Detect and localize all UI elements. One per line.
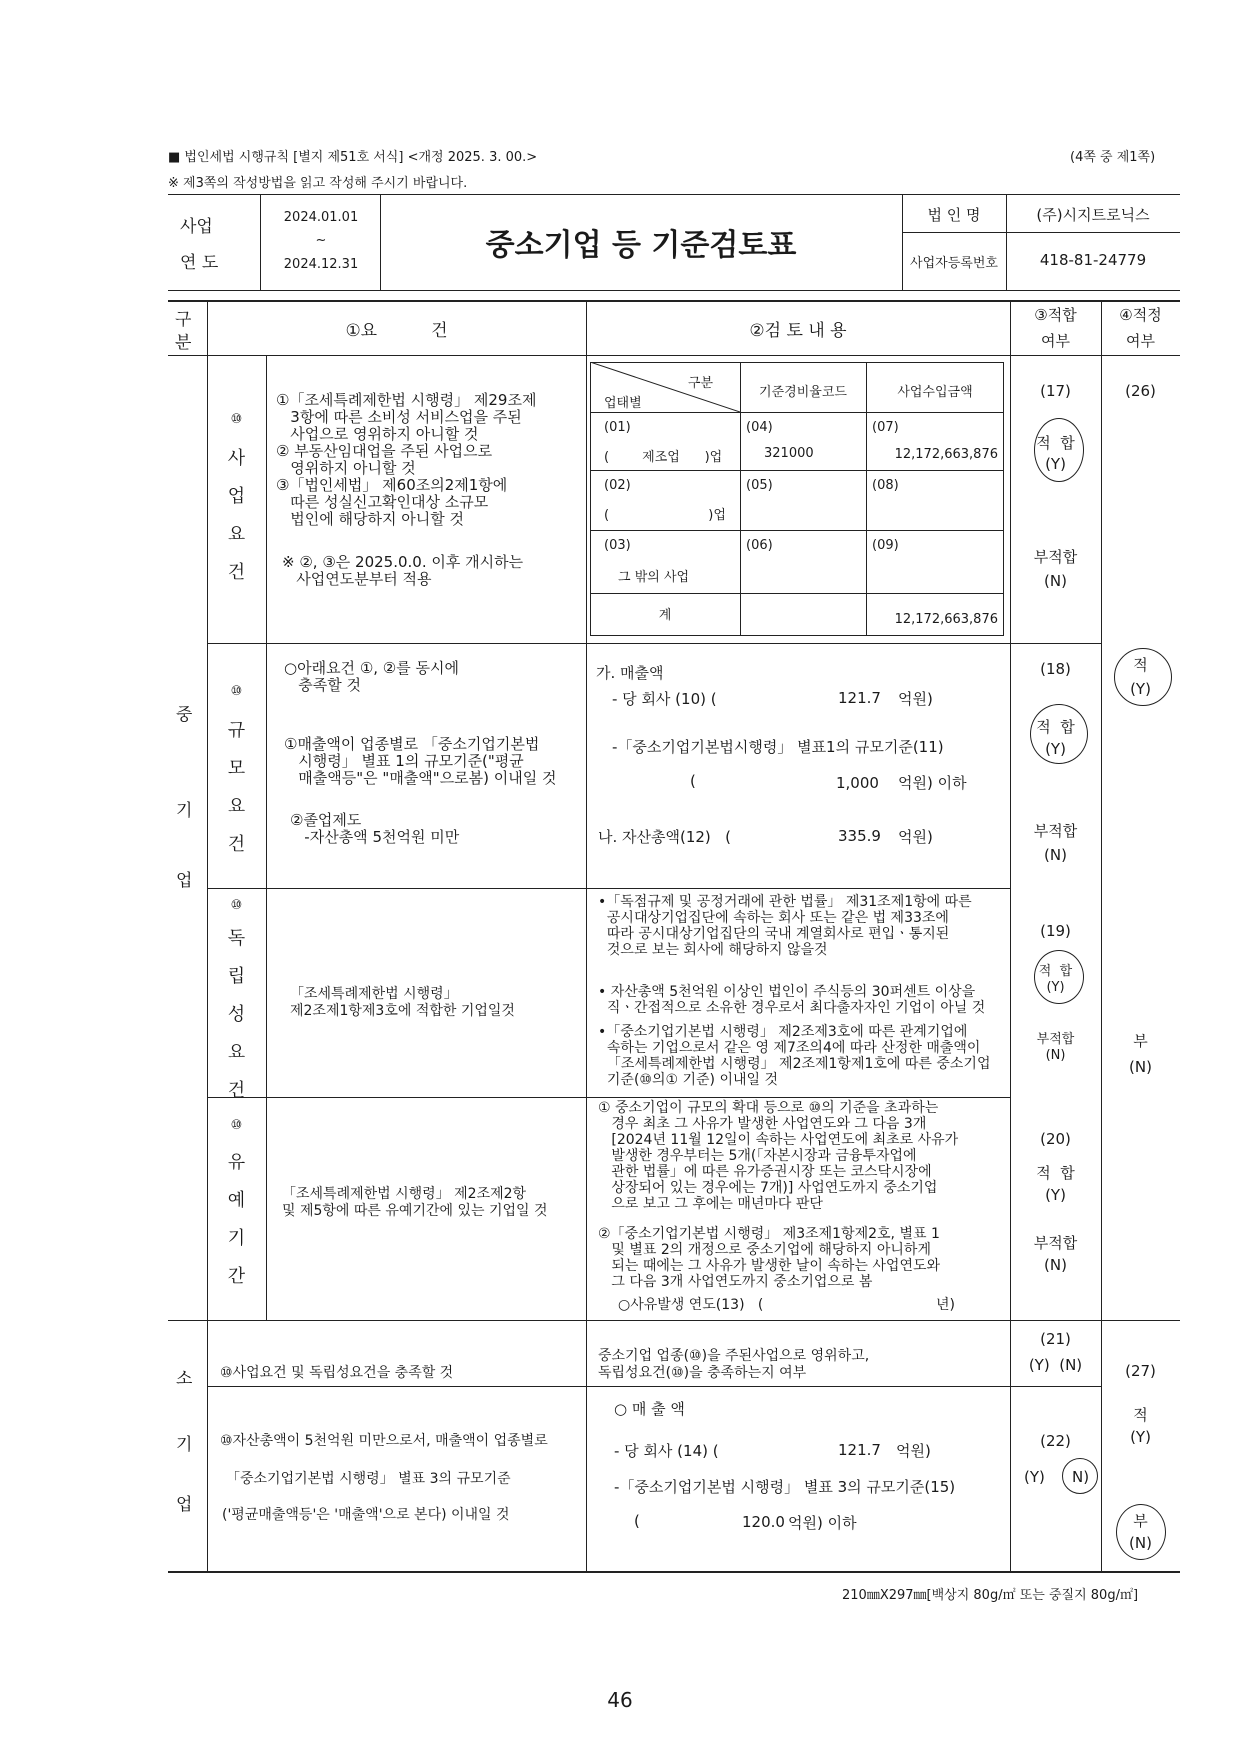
r104-code: ⑩ [230, 1118, 243, 1133]
r104-fit-yes-y: (Y) [1045, 1186, 1066, 1204]
r101-proper-code: (26) [1125, 382, 1156, 400]
r104-fit-no: 부적합 [1033, 1234, 1078, 1252]
r102-own-unit: 억원) [898, 690, 933, 708]
r101-label: 사 업 요 건 [227, 448, 246, 583]
r103-proper-no: 부 [1133, 1032, 1148, 1050]
r103-code: ⑩ [230, 898, 243, 913]
r102-std-open: ( [690, 772, 696, 790]
r101-fit-code: (17) [1040, 382, 1071, 400]
row1-code-07: (07) [872, 420, 899, 435]
page-number: 46 [607, 1688, 633, 1712]
r104-label: 유 예 기 간 [227, 1152, 246, 1287]
r106-std-label: -「중소기업기본법 시행령」 별표 3의 규모기준(15) [614, 1478, 956, 1496]
r103-label: 독 립 성 요 건 [227, 928, 246, 1101]
r102-fit-no: 부적합 [1033, 822, 1078, 840]
row1-code-04: (04) [746, 420, 773, 435]
r105-proper-code: (27) [1125, 1362, 1156, 1380]
section-sme-char-2: 기 [176, 801, 193, 821]
section-small-char-2: 기 [176, 1435, 193, 1455]
r106-fit-y: (Y) [1024, 1468, 1045, 1486]
period-end: 2024.12.31 [283, 257, 359, 272]
total-label: 계 [658, 608, 672, 623]
row3-code-06: (06) [746, 538, 773, 553]
r106-proper-no-n: (N) [1129, 1534, 1152, 1552]
r106-own-unit: 억원) [896, 1442, 931, 1460]
r101-fit-yes-y: (Y) [1045, 455, 1066, 473]
r106-std-unit: 억원) 이하 [788, 1514, 857, 1532]
r102-std-label: -「중소기업기본법시행령」 별표1의 규모기준(11) [612, 738, 944, 756]
r103-requirement: 「조세특례제한법 시행령」 제2조제1항제3호에 적합한 기업일것 [290, 986, 515, 1019]
r102-code: ⑩ [230, 684, 243, 699]
r102-proper-yes-y: (Y) [1130, 680, 1151, 698]
row3-industry: 그 밖의 사업 [618, 570, 690, 585]
row2-code-08: (08) [872, 478, 899, 493]
r106-sales-title: ○ 매 출 액 [614, 1400, 685, 1418]
r101-fit-no-n: (N) [1044, 572, 1067, 590]
row1-expense-code: 321000 [764, 446, 814, 461]
col-proper-1: ④적정 [1119, 306, 1162, 324]
period-tilde: ~ [315, 233, 327, 248]
r101-requirement: ①「조세특례제한법 시행령」 제29조제 3항에 따른 소비성 서비스업을 주된 사업으로 영위하지 아니할 것 ② 부동산임대업을 주된 사업으로 영위하지 아니할 것 ③「법인세법」 제60조의2제1항에 따른 성실신고확인대상 소규모 법인에 해당하지 아니할 것 [276, 391, 537, 528]
r103-bullet-1: •「독점규제 및 공정거래에 관한 법률」 제31조제1항에 따른 공시대상기업집단에 속하는 회사 또는 같은 법 제33조에 따라 공시대상기업집단의 국내 계열회사로 편입ㆍ통지된 것으로 보는 회사에 해당하지 않을것 [598, 894, 972, 958]
r103-bullet-2: • 자산총액 5천억원 이상인 법인이 주식등의 30퍼센트 이상을 직ㆍ간접적으로 소유한 경우로서 최다출자자인 기업이 아닐 것 [598, 984, 986, 1016]
r102-fit-code: (18) [1040, 660, 1071, 678]
r102-asset-value: 335.9 [838, 827, 881, 845]
page-title: 중소기업 등 기준검토표 [485, 228, 797, 263]
r106-req-3: ('평균매출액등'은 '매출액'으로 본다) 이내일 것 [222, 1507, 510, 1523]
row3-code-09: (09) [872, 538, 899, 553]
row2-code-05: (05) [746, 478, 773, 493]
r102-std-unit: 억원) 이하 [898, 774, 967, 792]
biz-no-label: 사업자등록번호 [910, 256, 998, 271]
r104-fit-yes: 적 합 [1036, 1164, 1075, 1182]
year-label-2: 연 도 [180, 253, 219, 273]
table-col-revenue: 사업수입금액 [897, 385, 973, 400]
r105-fit-yn: (Y) (N) [1028, 1356, 1083, 1374]
r105-fit-code: (21) [1040, 1330, 1071, 1348]
r103-fit-code: (19) [1040, 922, 1071, 940]
col-review: ②검 토 내 용 [749, 321, 847, 341]
r104-para-2: ②「중소기업기본법 시행령」 제3조제1항제2호, 별표 1 및 별표 2의 개정으로 중소기업에 해당하지 아니하게 되는 때에는 그 사유가 발생한 날이 속하는 사업연도와 그 다음 3개 사업연도까지 중소기업으로 봄 [598, 1226, 941, 1290]
r102-label: 규 모 요 건 [227, 720, 246, 855]
r102-fit-yes: 적 합 [1036, 718, 1075, 736]
total-revenue: 12,172,663,876 [894, 612, 998, 627]
r102-req-1: ①매출액이 업종별로 「중소기업기본법 시행령」 별표 1의 규모기준("평균 매출액등"은 "매출액"으로봄) 이내일 것 [284, 735, 557, 787]
r104-para-1: ① 중소기업이 규모의 확대 등으로 ⑩의 기준을 초과하는 경우 최초 그 사유가 발생한 사업연도와 그 다음 3개 [2024년 11월 12일이 속하는 사업연도에 최초로 사유가 발생한 경우부터는 5개(「자본시장과 금융투자업에 관한 법률」에 따른 유가증권시장 또는 코스닥시장에 상장되어 있는 경우에는 7개)] 사업연도까지 중소기업 으로 보고 그 후에는 매년마다 판단 [598, 1100, 959, 1212]
row2-code: (02) [604, 478, 631, 493]
col-gubun-2: 분 [175, 333, 192, 353]
regulation-text: ■ 법인세법 시행규칙 [별지 제51호 서식] <개정 2025. 3. 00.> [168, 150, 538, 165]
instruction-note: ※ 제3쪽의 작성방법을 읽고 작성해 주시기 바랍니다. [168, 176, 468, 191]
row1-industry: ( 제조업 )업 [604, 450, 723, 465]
paper-spec: 210㎜X297㎜[백상지 80g/㎡ 또는 중질지 80g/㎡] [842, 1588, 1139, 1603]
col-requirement: ①요 건 [345, 321, 448, 341]
corp-name-label: 법 인 명 [927, 206, 981, 224]
r102-proper-yes: 적 [1133, 656, 1148, 674]
r103-fit-yes: 적 합 [1038, 964, 1073, 979]
r103-fit-no: 부적합 [1036, 1032, 1075, 1047]
r103-fit-yes-y: (Y) [1046, 980, 1065, 995]
table-corner-bottom: 업태별 [604, 396, 642, 411]
page-count: (4쪽 중 제1쪽) [1070, 150, 1156, 165]
r102-own-label: - 당 회사 (10) ( [612, 690, 717, 708]
r102-fit-no-n: (N) [1044, 846, 1067, 864]
r106-std-open: ( [634, 1512, 640, 1530]
r104-requirement: 「조세특례제한법 시행령」 제2조제2항 및 제5항에 따른 유예기간에 있는 기업일 것 [282, 1186, 548, 1219]
r106-proper-no: 부 [1133, 1512, 1148, 1530]
r106-own-value: 121.7 [838, 1441, 881, 1459]
r106-std-value: 120.0 [742, 1513, 785, 1531]
r103-fit-no-n: (N) [1045, 1048, 1066, 1063]
row2-industry: ( )업 [604, 508, 726, 523]
year-label-1: 사업 [180, 217, 213, 237]
r104-year-label: ○사유발생 연도(13) ( [618, 1297, 764, 1313]
col-fit-1: ③적합 [1034, 306, 1077, 324]
r103-proper-no-n: (N) [1129, 1058, 1152, 1076]
r101-code: ⑩ [230, 412, 243, 427]
r102-asset-unit: 억원) [898, 828, 933, 846]
period-start: 2024.01.01 [283, 210, 359, 225]
r102-sales-title: 가. 매출액 [596, 664, 664, 682]
col-gubun-1: 구 [175, 310, 192, 330]
r106-proper-yes-y: (Y) [1130, 1428, 1151, 1446]
r105-review: 중소기업 업종(⑩)을 주된사업으로 영위하고, 독립성요건(⑩)을 충족하는지 여부 [598, 1348, 870, 1381]
row3-code: (03) [604, 538, 631, 553]
table-col-code: 기준경비율코드 [759, 385, 847, 400]
col-fit-2: 여부 [1041, 332, 1070, 350]
r101-note: ※ ②, ③은 2025.0.0. 이후 개시하는 사업연도분부터 적용 [282, 553, 524, 588]
section-sme-char-3: 업 [176, 871, 193, 891]
r106-req-2: 「중소기업기본법 시행령」 별표 3의 규모기준 [226, 1471, 511, 1487]
section-sme-char-1: 중 [176, 705, 193, 725]
r102-asset-label: 나. 자산총액(12) ( [598, 828, 731, 846]
r102-own-value: 121.7 [838, 689, 881, 707]
r102-std-value: 1,000 [836, 774, 879, 792]
r102-req-2: ②졸업제도 -자산총액 5천억원 미만 [290, 811, 460, 846]
r106-proper-yes: 적 [1133, 1406, 1148, 1424]
r106-own-label: - 당 회사 (14) ( [614, 1442, 719, 1460]
r104-year-unit: 년) [936, 1297, 955, 1313]
r101-fit-yes: 적 합 [1036, 434, 1075, 452]
r106-fit-n: N) [1072, 1468, 1090, 1486]
r105-requirement: ⑩사업요건 및 독립성요건을 충족할 것 [220, 1365, 454, 1381]
r101-fit-no: 부적합 [1033, 548, 1078, 566]
r102-req-intro: ○아래요건 ①, ②를 동시에 충족할 것 [284, 659, 459, 694]
r104-fit-no-n: (N) [1044, 1256, 1067, 1274]
table-corner-top: 구분 [688, 376, 714, 391]
r106-req-1: ⑩자산총액이 5천억원 미만으로서, 매출액이 업종별로 [220, 1433, 548, 1449]
section-small-char-1: 소 [176, 1369, 193, 1389]
col-proper-2: 여부 [1126, 332, 1155, 350]
corp-name: (주)시지트로닉스 [1036, 206, 1150, 224]
r102-fit-yes-y: (Y) [1045, 740, 1066, 758]
r104-fit-code: (20) [1040, 1130, 1071, 1148]
row1-revenue: 12,172,663,876 [894, 447, 998, 462]
biz-no: 418-81-24779 [1039, 251, 1147, 269]
row1-code: (01) [604, 420, 631, 435]
r103-bullet-3: •「중소기업기본법 시행령」 제2조제3호에 따른 관계기업에 속하는 기업으로서 같은 영 제7조의4에 따라 산정한 매출액이 「조세특례제한법 시행령」 제2조제1항제1호에 따른 중소기업 기준(⑩의① 기준) 이내일 것 [598, 1024, 991, 1088]
r106-fit-code: (22) [1040, 1432, 1071, 1450]
section-small-char-3: 업 [176, 1495, 193, 1515]
